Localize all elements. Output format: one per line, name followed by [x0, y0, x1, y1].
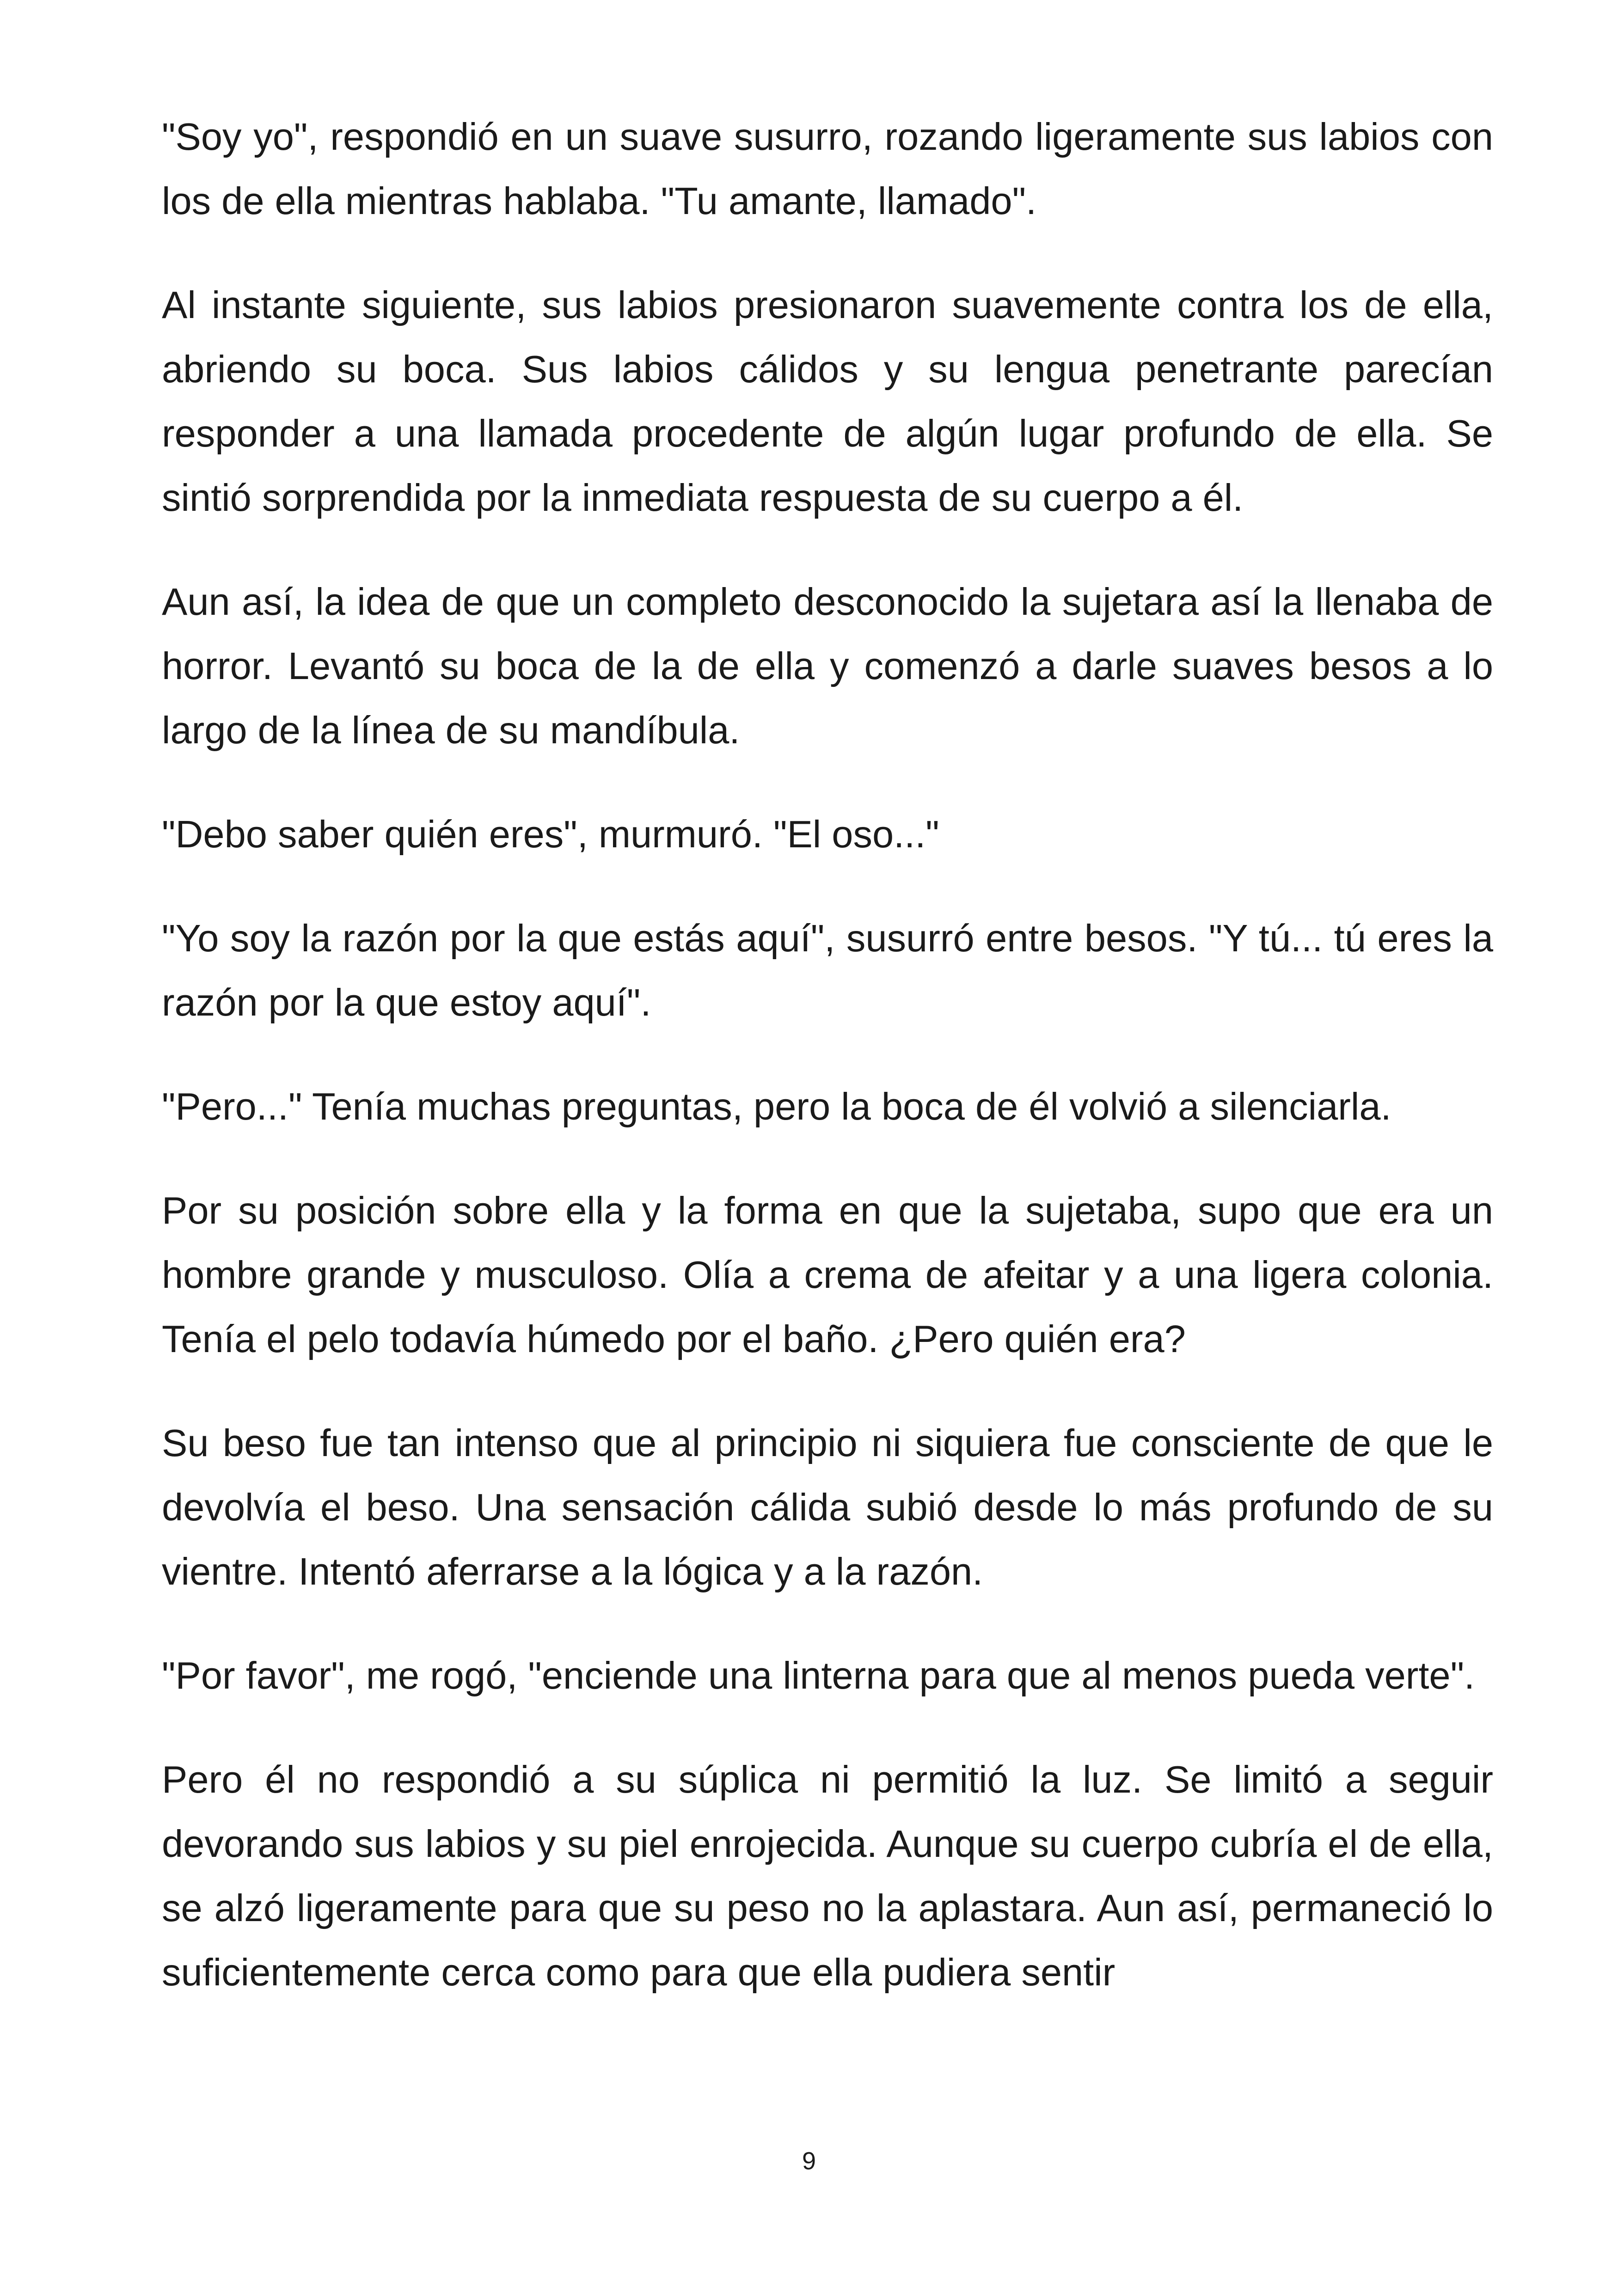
paragraph-1: "Soy yo", respondió en un suave susurro, rozando ligeramente sus labios con los de ella mientras hablaba. "Tu amante, llamado".	[162, 115, 1493, 222]
paragraph-6: "Pero..." Tenía muchas preguntas, pero la boca de él volvió a silenciarla.	[162, 1085, 1391, 1128]
paragraph-2: Al instante siguiente, sus labios presionaron suavemente contra los de ella, abriendo su boca. Sus labios cálidos y su lengua penetrante parecían responder a una llamada procedente de algún lugar profundo de ella. Se sintió sorprendida por la inmediata respuesta de su cuerpo a él.	[162, 283, 1493, 519]
paragraph-3: Aun así, la idea de que un completo desconocido la sujetara así la llenaba de horror. Levantó su boca de la de ella y comenzó a darle suaves besos a lo largo de la línea de su mandíbula.	[162, 580, 1493, 752]
body-text	[162, 104, 1493, 2004]
paragraph-5: "Yo soy la razón por la que estás aquí", susurró entre besos. "Y tú... tú eres la razón por la que estoy aquí".	[162, 917, 1493, 1024]
paragraph-10: Pero él no respondió a su súplica ni permitió la luz. Se limitó a seguir devorando sus labios y su piel enrojecida. Aunque su cuerpo cubría el de ella, se alzó ligeramente para que su peso no la aplastara. Aun así, permaneció lo suficientemente cerca como para que ella pudiera sentir	[162, 1758, 1493, 1994]
paragraph-9: "Por favor", me rogó, "enciende una linterna para que al menos pueda verte".	[162, 1654, 1475, 1697]
paragraph-4: "Debo saber quién eres", murmuró. "El oso..."	[162, 813, 939, 856]
page-number: 9	[802, 2147, 816, 2175]
paragraph-7: Por su posición sobre ella y la forma en que la sujetaba, supo que era un hombre grande y musculoso. Olía a crema de afeitar y a una ligera colonia. Tenía el pelo todavía húmedo por el baño. ¿Pero quién era?	[162, 1189, 1493, 1360]
paragraph-8: Su beso fue tan intenso que al principio ni siquiera fue consciente de que le devolvía el beso. Una sensación cálida subió desde lo más profundo de su vientre. Intentó aferrarse a la lógica y a la razón.	[162, 1421, 1493, 1593]
